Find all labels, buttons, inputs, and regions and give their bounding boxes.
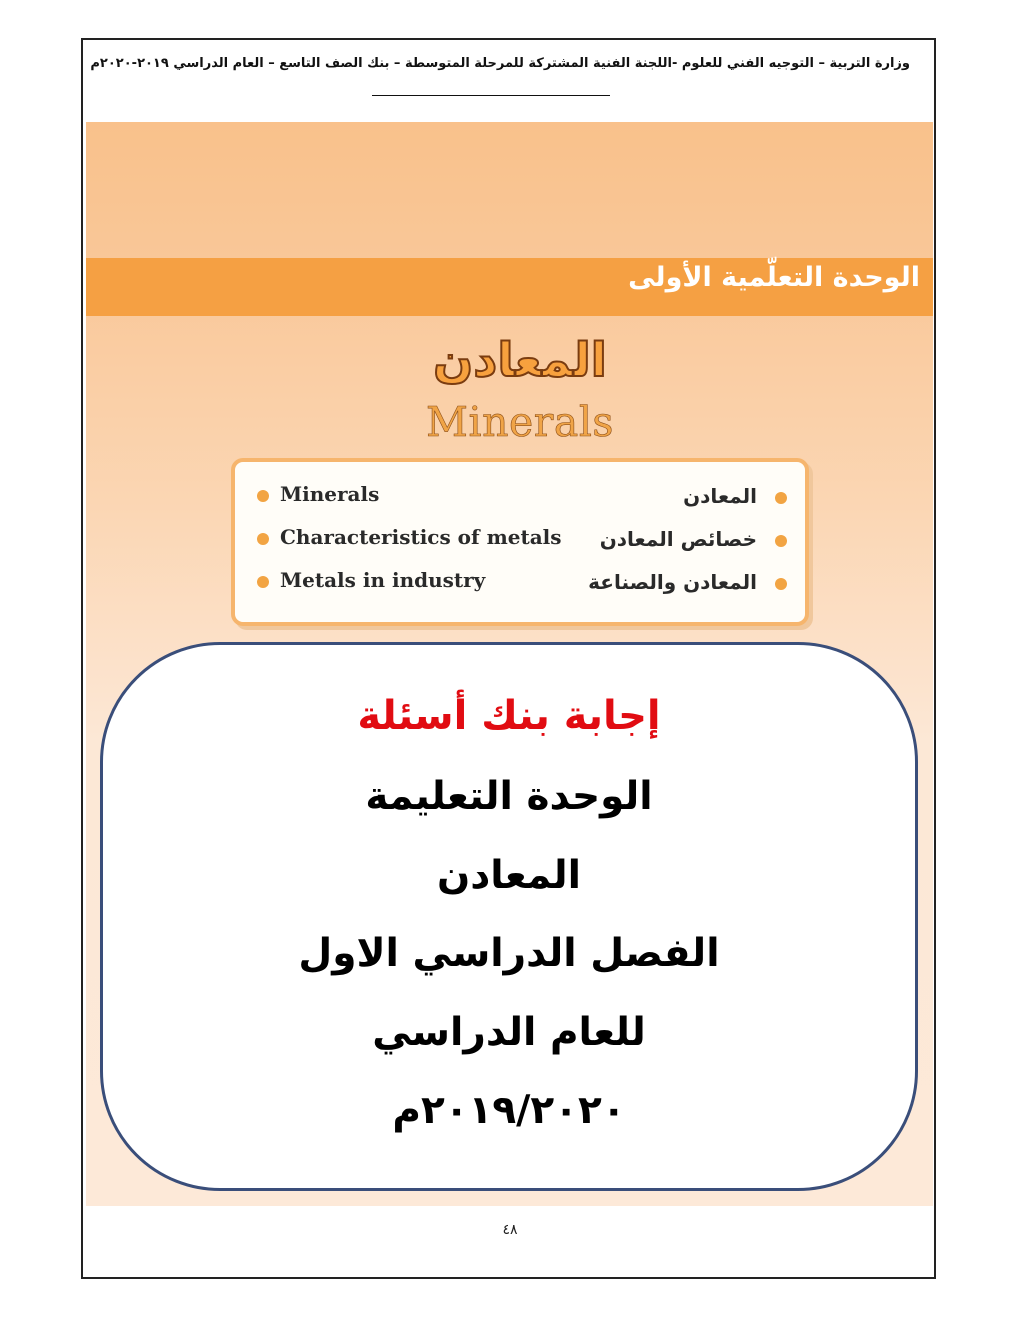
header-underline: [372, 95, 610, 96]
bullet-icon: [775, 492, 787, 504]
topic-en-3: Metals in industry: [280, 568, 486, 592]
page-number: ٤٨: [502, 1222, 518, 1238]
answer-line-subject: المعادن: [436, 853, 582, 898]
topics-box: [231, 458, 809, 626]
bullet-icon: [775, 535, 787, 547]
bullet-icon: [775, 578, 787, 590]
topic-en-1: Minerals: [280, 482, 380, 506]
unit-label: الوحدة التعلّمية الأولى: [628, 262, 920, 293]
unit-title-english: Minerals: [426, 398, 614, 446]
answer-line-unit: الوحدة التعليمة: [365, 774, 653, 819]
bullet-icon: [257, 490, 269, 502]
answer-line-semester: الفصل الدراسي الاول: [298, 931, 720, 976]
unit-title-arabic: المعادن: [433, 333, 607, 388]
answer-line-year-label: للعام الدراسي: [372, 1010, 646, 1055]
answer-line-year: ٢٠١٩/٢٠٢٠م: [392, 1088, 626, 1133]
topic-ar-1: المعادن: [683, 484, 757, 508]
bullet-icon: [257, 576, 269, 588]
topic-ar-2: خصائص المعادن: [599, 527, 757, 551]
answer-title: إجابة بنك أسئلة: [357, 693, 661, 739]
topic-en-2: Characteristics of metals: [280, 525, 562, 549]
bullet-icon: [257, 533, 269, 545]
document-header: وزارة التربية – التوجيه الفني للعلوم -اللجنة الفنية المشتركة للمرحلة المتوسطة – بنك الصف التاسع – العام الدراسي ٢٠١٩-٢٠٢٠م: [90, 56, 910, 71]
topic-ar-3: المعادن والصناعة: [588, 570, 757, 594]
